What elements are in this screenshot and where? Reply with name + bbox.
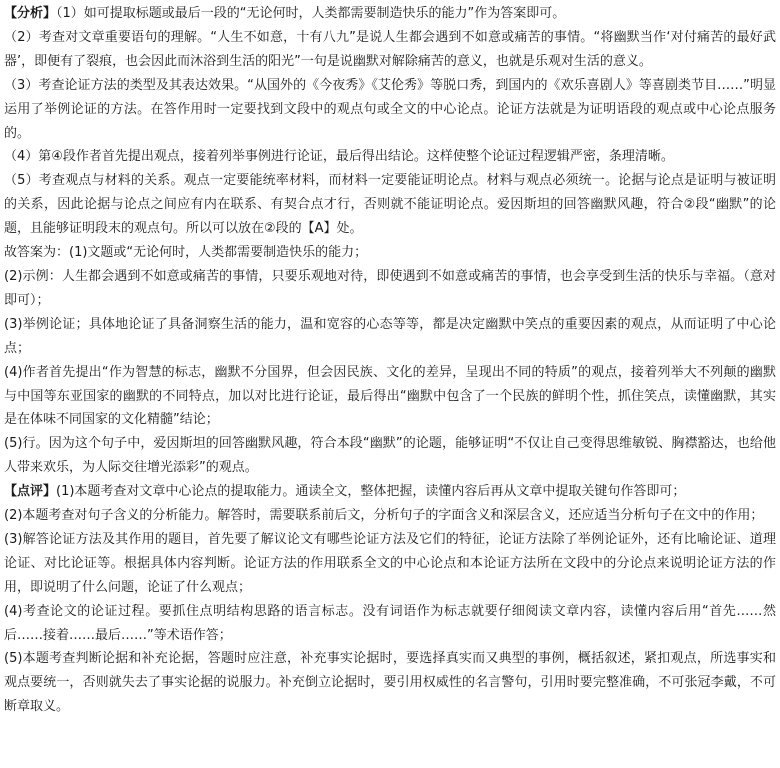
answer-intro: 故答案为：(1)文题或“无论何时，人类都需要制造快乐的能力； bbox=[4, 245, 368, 261]
comment-item-3: (3)解答论证方法及其作用的题目，首先要了解议论文有哪些论证方法及它们的特征，论证方法除了举例论证外，还有比喻论证、道理论证、对比论证等。根据具体内容判断。论证方法的作用联系全文的中心论点和本论证方法所在文段中的分论点来说明论证方法的作用，即说明了什么问题，论证了什么观点； bbox=[4, 531, 776, 595]
analysis-item-1 bbox=[4, 2, 776, 26]
comment-item-4: (4)考查论文的论证过程。要抓住点明结构思路的语言标志。没有词语作为标志就要仔细阅读文章内容，读懂内容后用“首先……然后……接着……最后……”等术语作答； bbox=[4, 603, 776, 643]
analysis-item-5: （5）考查观点与材料的关系。观点一定要能统率材料，而材料一定要能证明论点。材料与观点必须统一。论据与论点是证明与被证明的关系，因此论据与论点之间应有内在联系、有契合点才行，否则就不能证明论点。爱因斯坦的回答幽默风趣，符合②段“幽默”的论题，且能够证明段末的观点句。所以可以放在②段的【A】处。 bbox=[4, 173, 776, 237]
answer-item-4: (4)作者首先提出“作为智慧的标志，幽默不分国界，但会因民族、文化的差异，呈现出不同的特质”的观点，接着列举大不列颠的幽默与中国等东亚国家的幽默的不同特点，加以对比进行论证，最后得出“幽默中包含了一个民族的鲜明个性，抓住笑点，读懂幽默，其实是在体味不同国家的文化精髓”结论； bbox=[4, 364, 776, 428]
comment-text: (1)本题考查对文章中心论点的提取能力。通读全文，整体把握，读懂内容后再从文章中提取关键句作答即可； bbox=[56, 484, 686, 500]
analysis-item-2: （2）考查对文章重要语句的理解。“人生不如意，十有八九”是说人生都会遇到不如意或痛苦的事情。“将幽默当作‘对付痛苦的最好武器’，即便有了裂痕，也会因此而沐浴到生活的阳光”一句是说幽默对解除痛苦的意义，也就是乐观对生活的意义。 bbox=[4, 29, 776, 69]
analysis-text: （1）如可提取标题或最后一段的“无论何时，人类都需要制造快乐的能力”作为答案即可。 bbox=[56, 6, 566, 21]
answer-item-2: (2)示例：人生都会遇到不如意或痛苦的事情，只要乐观地对待，即使遇到不如意或痛苦的事情，也会享受到生活的快乐与幸福。（意对即可）； bbox=[4, 268, 776, 308]
comment-item-1 bbox=[4, 480, 776, 504]
answer-item-3: (3)举例论证；具体地论证了具备洞察生活的能力，温和宽容的心态等等，都是决定幽默中笑点的重要因素的观点，从而证明了中心论点； bbox=[4, 316, 776, 356]
analysis-item-4: （4）第④段作者首先提出观点，接着列举事例进行论证，最后得出结论。这样使整个论证过程逻辑严密，条理清晰。 bbox=[4, 149, 674, 165]
comment-item-5: (5)本题考查判断论据和补充论据，答题时应注意，补充事实论据时，要选择真实而又典型的事例，概括叙述，紧扣观点，所选事实和观点要统一，否则就失去了事实论据的说服力。补充倒立论据时，要引用权威性的名言警句，引用时要完整准确，不可张冠李戴，不可断章取义。 bbox=[4, 651, 776, 715]
answer-item-5: (5)行。因为这个句子中，爱因斯坦的回答幽默风趣，符合本段“幽默”的论题，能够证明“不仅让自己变得思维敏锐、胸襟豁达，也给他人带来欢乐，为人际交往增光添彩”的观点。 bbox=[4, 436, 776, 476]
analysis-heading: 【分析】 bbox=[4, 6, 57, 21]
comment-heading: 【点评】 bbox=[4, 484, 57, 500]
analysis-item-3: （3）考查论证方法的类型及其表达效果。“从国外的《今夜秀》《艾伦秀》等脱口秀，到国内的《欢乐喜剧人》等喜剧类节目……”明显运用了举例论证的方法。在答作用时一定要找到文段中的观点句或全文的中心论点。论证方法就是为证明语段的观点或中心论点服务的。 bbox=[4, 77, 776, 141]
comment-item-2: (2)本题考查对句子含义的分析能力。解答时，需要联系前后文，分析句子的字面含义和深层含义，还应适当分析句子在文中的作用； bbox=[4, 508, 764, 524]
